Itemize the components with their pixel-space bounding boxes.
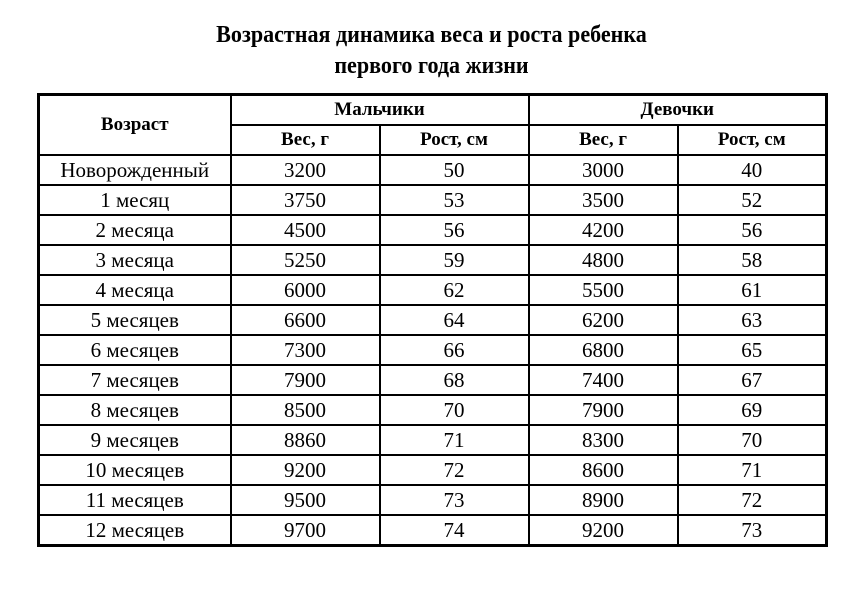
table-row bbox=[39, 275, 827, 305]
age-cell: 2 месяца bbox=[39, 215, 231, 245]
girls-weight-cell: 8300 bbox=[529, 425, 678, 455]
girls-height-cell: 58 bbox=[678, 245, 827, 275]
boys-weight-cell: 9500 bbox=[231, 485, 380, 515]
age-cell: 5 месяцев bbox=[39, 305, 231, 335]
girls-height-cell: 56 bbox=[678, 215, 827, 245]
girls-weight-cell: 6800 bbox=[529, 335, 678, 365]
boys-weight-cell: 7300 bbox=[231, 335, 380, 365]
table-row bbox=[39, 365, 827, 395]
boys-weight-cell: 4500 bbox=[231, 215, 380, 245]
title-line-1: Возрастная динамика веса и роста ребенка bbox=[216, 22, 647, 48]
table-row bbox=[39, 455, 827, 485]
girls-height-cell: 70 bbox=[678, 425, 827, 455]
girls-height-cell: 72 bbox=[678, 485, 827, 515]
boys-weight-cell: 8860 bbox=[231, 425, 380, 455]
page-title bbox=[35, 20, 829, 82]
age-cell: 10 месяцев bbox=[39, 455, 231, 485]
boys-weight-cell: 3200 bbox=[231, 155, 380, 185]
boys-height-cell: 64 bbox=[380, 305, 529, 335]
girls-height-cell: 65 bbox=[678, 335, 827, 365]
age-cell: 3 месяца bbox=[39, 245, 231, 275]
girls-weight-cell: 5500 bbox=[529, 275, 678, 305]
table-row bbox=[39, 155, 827, 185]
age-cell: Новорожденный bbox=[39, 155, 231, 185]
age-cell: 9 месяцев bbox=[39, 425, 231, 455]
girls-height-cell: 73 bbox=[678, 515, 827, 546]
boys-weight-header: Вес, г bbox=[231, 125, 380, 155]
table-row bbox=[39, 425, 827, 455]
girls-height-cell: 67 bbox=[678, 365, 827, 395]
boys-height-cell: 74 bbox=[380, 515, 529, 546]
boys-weight-cell: 9200 bbox=[231, 455, 380, 485]
girls-weight-cell: 8600 bbox=[529, 455, 678, 485]
age-cell: 7 месяцев bbox=[39, 365, 231, 395]
girls-weight-cell: 9200 bbox=[529, 515, 678, 546]
girls-group-header: Девочки bbox=[529, 95, 827, 126]
title-line-2: первого года жизни bbox=[334, 53, 529, 79]
boys-height-cell: 53 bbox=[380, 185, 529, 215]
girls-weight-cell: 3500 bbox=[529, 185, 678, 215]
age-cell: 4 месяца bbox=[39, 275, 231, 305]
boys-height-header: Рост, см bbox=[380, 125, 529, 155]
girls-height-cell: 71 bbox=[678, 455, 827, 485]
table-row bbox=[39, 335, 827, 365]
boys-height-cell: 70 bbox=[380, 395, 529, 425]
boys-weight-cell: 5250 bbox=[231, 245, 380, 275]
girls-height-cell: 69 bbox=[678, 395, 827, 425]
boys-group-header: Мальчики bbox=[231, 95, 529, 126]
growth-table bbox=[37, 93, 828, 547]
girls-height-header: Рост, см bbox=[678, 125, 827, 155]
table-header bbox=[39, 95, 827, 156]
girls-weight-header: Вес, г bbox=[529, 125, 678, 155]
boys-height-cell: 62 bbox=[380, 275, 529, 305]
table-body bbox=[39, 155, 827, 546]
boys-weight-cell: 3750 bbox=[231, 185, 380, 215]
boys-weight-cell: 6000 bbox=[231, 275, 380, 305]
table-row bbox=[39, 395, 827, 425]
table-row bbox=[39, 305, 827, 335]
boys-height-cell: 68 bbox=[380, 365, 529, 395]
age-cell: 11 месяцев bbox=[39, 485, 231, 515]
table-row bbox=[39, 515, 827, 546]
boys-height-cell: 72 bbox=[380, 455, 529, 485]
girls-height-cell: 61 bbox=[678, 275, 827, 305]
boys-height-cell: 73 bbox=[380, 485, 529, 515]
age-column-header: Возраст bbox=[39, 95, 231, 156]
boys-weight-cell: 9700 bbox=[231, 515, 380, 546]
girls-weight-cell: 7900 bbox=[529, 395, 678, 425]
boys-height-cell: 56 bbox=[380, 215, 529, 245]
girls-height-cell: 40 bbox=[678, 155, 827, 185]
table-row bbox=[39, 215, 827, 245]
girls-weight-cell: 4200 bbox=[529, 215, 678, 245]
table-row bbox=[39, 185, 827, 215]
boys-height-cell: 59 bbox=[380, 245, 529, 275]
age-cell: 6 месяцев bbox=[39, 335, 231, 365]
boys-height-cell: 71 bbox=[380, 425, 529, 455]
header-row-groups bbox=[39, 95, 827, 126]
girls-height-cell: 52 bbox=[678, 185, 827, 215]
girls-weight-cell: 3000 bbox=[529, 155, 678, 185]
girls-weight-cell: 4800 bbox=[529, 245, 678, 275]
girls-weight-cell: 6200 bbox=[529, 305, 678, 335]
girls-height-cell: 63 bbox=[678, 305, 827, 335]
age-cell: 1 месяц bbox=[39, 185, 231, 215]
boys-weight-cell: 6600 bbox=[231, 305, 380, 335]
boys-height-cell: 66 bbox=[380, 335, 529, 365]
boys-height-cell: 50 bbox=[380, 155, 529, 185]
boys-weight-cell: 7900 bbox=[231, 365, 380, 395]
boys-weight-cell: 8500 bbox=[231, 395, 380, 425]
table-row bbox=[39, 485, 827, 515]
girls-weight-cell: 8900 bbox=[529, 485, 678, 515]
girls-weight-cell: 7400 bbox=[529, 365, 678, 395]
age-cell: 12 месяцев bbox=[39, 515, 231, 546]
table-row bbox=[39, 245, 827, 275]
age-cell: 8 месяцев bbox=[39, 395, 231, 425]
